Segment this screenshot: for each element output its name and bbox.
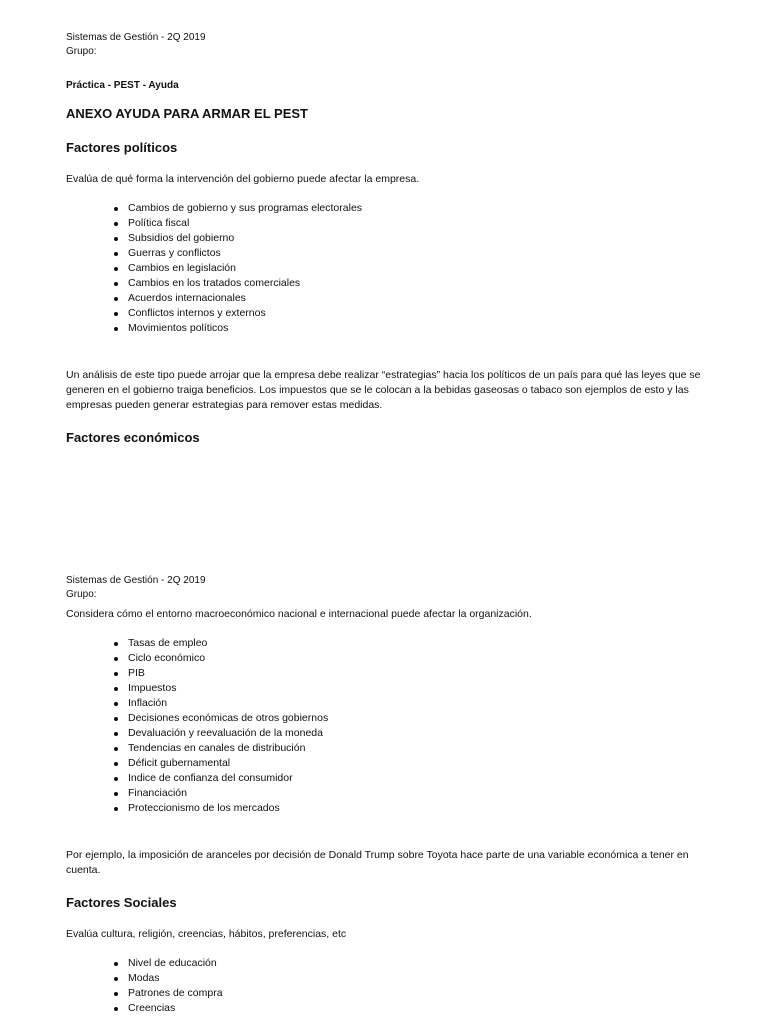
bullet-icon: [114, 252, 118, 256]
list-item: Movimientos políticos: [128, 321, 362, 336]
political-closing-paragraph: Un análisis de este tipo puede arrojar que la empresa debe realizar “estrategias” hacia los políticos de un país para qué las leyes que se generen en el gobierno traiga beneficios. Los impuestos que se le colocan a la bebidas gaseosas o tabaco son ejemplos de esto y las empresas pueden generar estrategias para remover estas medidas.: [66, 369, 701, 411]
header-group: Grupo:: [66, 46, 97, 57]
bullet-icon: [114, 642, 118, 646]
list-item: Cambios en los tratados comerciales: [128, 276, 362, 291]
bullet-icon: [114, 777, 118, 781]
list-item: Guerras y conflictos: [128, 246, 362, 261]
list-item: Impuestos: [128, 681, 328, 696]
list-item: Tasas de empleo: [128, 636, 328, 651]
bullet-icon: [114, 267, 118, 271]
list-item: Cambios de gobierno y sus programas electorales: [128, 201, 362, 216]
document-subtitle: Práctica - PEST - Ayuda: [66, 80, 179, 91]
political-heading: Factores políticos: [66, 140, 178, 155]
list-item: Inflación: [128, 696, 328, 711]
political-factor-list: [128, 201, 362, 336]
list-item: Nivel de educación: [128, 956, 223, 971]
bullet-icon: [114, 327, 118, 331]
list-item: Decisiones económicas de otros gobiernos: [128, 711, 328, 726]
bullet-icon: [114, 702, 118, 706]
bullet-icon: [114, 962, 118, 966]
list-item: Déficit gubernamental: [128, 756, 328, 771]
bullet-icon: [114, 297, 118, 301]
list-item: Política fiscal: [128, 216, 362, 231]
document-title: ANEXO AYUDA PARA ARMAR EL PEST: [66, 106, 308, 121]
list-item: PIB: [128, 666, 328, 681]
bullet-icon: [114, 807, 118, 811]
social-factor-list: [128, 956, 223, 1016]
economic-factor-list: [128, 636, 328, 816]
list-item: Modas: [128, 971, 223, 986]
list-item: Indice de confianza del consumidor: [128, 771, 328, 786]
bullet-icon: [114, 222, 118, 226]
bullet-icon: [114, 207, 118, 211]
bullet-icon: [114, 657, 118, 661]
bullet-icon: [114, 1007, 118, 1011]
list-item: Creencias: [128, 1001, 223, 1016]
bullet-icon: [114, 747, 118, 751]
bullet-icon: [114, 977, 118, 981]
bullet-icon: [114, 312, 118, 316]
list-item: Devaluación y reevaluación de la moneda: [128, 726, 328, 741]
economic-closing-paragraph: Por ejemplo, la imposición de aranceles por decisión de Donald Trump sobre Toyota hace parte de una variable económica a tener en cuenta.: [66, 849, 689, 876]
bullet-icon: [114, 992, 118, 996]
list-item: Financiación: [128, 786, 328, 801]
list-item: Patrones de compra: [128, 986, 223, 1001]
list-item: Proteccionismo de los mercados: [128, 801, 328, 816]
bullet-icon: [114, 282, 118, 286]
bullet-icon: [114, 237, 118, 241]
header-group: Grupo:: [66, 589, 97, 600]
header-course: Sistemas de Gestión - 2Q 2019: [66, 32, 206, 43]
political-intro: Evalúa de qué forma la intervención del gobierno puede afectar la empresa.: [66, 173, 420, 185]
list-item: Acuerdos internacionales: [128, 291, 362, 306]
list-item: Tendencias en canales de distribución: [128, 741, 328, 756]
social-intro: Evalúa cultura, religión, creencias, hábitos, preferencias, etc: [66, 928, 347, 940]
list-item: Cambios en legislación: [128, 261, 362, 276]
social-heading: Factores Sociales: [66, 895, 177, 910]
bullet-icon: [114, 792, 118, 796]
bullet-icon: [114, 732, 118, 736]
list-item: Conflictos internos y externos: [128, 306, 362, 321]
economic-heading: Factores económicos: [66, 430, 200, 445]
bullet-icon: [114, 717, 118, 721]
list-item: Subsidios del gobierno: [128, 231, 362, 246]
bullet-icon: [114, 672, 118, 676]
list-item: Ciclo económico: [128, 651, 328, 666]
header-course: Sistemas de Gestión - 2Q 2019: [66, 575, 206, 586]
bullet-icon: [114, 687, 118, 691]
economic-intro: Considera cómo el entorno macroeconómico nacional e internacional puede afectar la organización.: [66, 608, 532, 620]
bullet-icon: [114, 762, 118, 766]
